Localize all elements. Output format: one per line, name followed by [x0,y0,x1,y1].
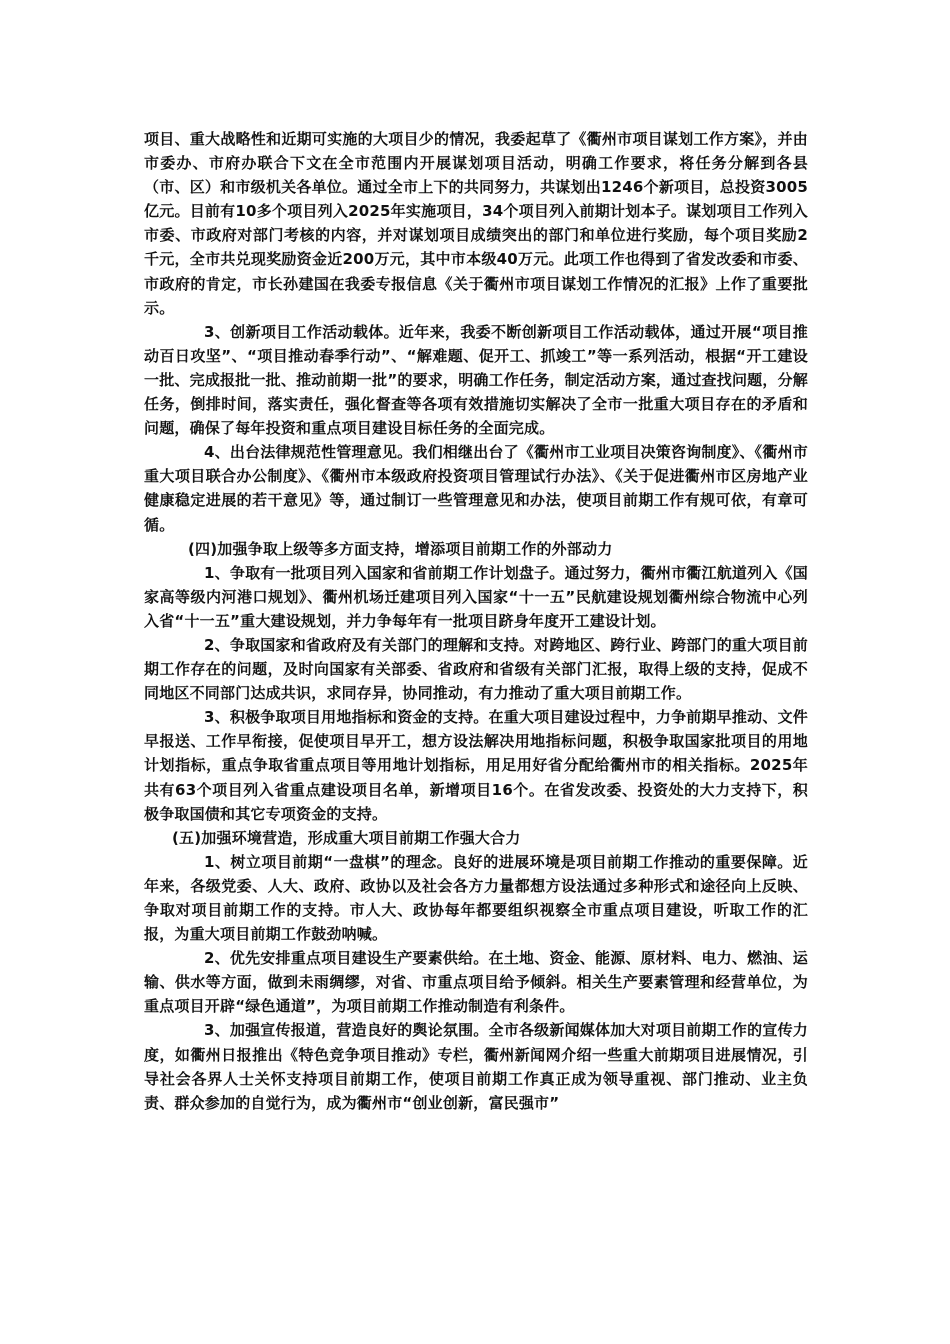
paragraph-innovate-activities: 3、创新项目工作活动载体。近年来，我委不断创新项目工作活动载体，通过开展“项目推动百日攻坚”、“项目推动春季行动”、“解难题、促开工、抓竣工”等一系列活动，根据“开工建设一批、完成报批一批、推动前期一批”的要求，明确工作任务，制定活动方案，通过查找问题，分解任务，倒排时间，落实责任，强化督查等各项有效措施切实解决了全市一批重大项目存在的矛盾和问题，确保了每年投资和重点项目建设目标任务的全面完成。 [144,322,808,438]
section-heading-4: (四)加强争取上级等多方面支持，增添项目前期工作的外部动力 [188,539,613,558]
paragraph-regulations: 4、出台法律规范性管理意见。我们相继出台了《衢州市工业项目决策咨询制度》、《衢州市重大项目联合办公制度》、《衢州市本级政府投资项目管理试行办法》、《关于促进衢州市区房地产业健康稳定进展的若干意见》等，通过制订一些管理意见和办法，使项目前期工作有规可依，有章可循。 [144,443,808,534]
paragraph-land-and-funds: 3、积极争取项目用地指标和资金的支持。在重大项目建设过程中，力争前期早推动、文件早报送、工作早衔接，促使项目早开工，想方设法解决用地指标问题，积极争取国家批项目的用地计划指标，重点争取省重点项目等用地计划指标，用足用好省分配给衢州市的相关指标。2025年共有63个项目列入省重点建设项目名单，新增项目16个。在省发改委、投资处的大力支持下，积极争取国债和其它专项资金的支持。 [144,708,808,823]
paragraph-production-factors: 2、优先安排重点项目建设生产要素供给。在土地、资金、能源、原材料、电力、燃油、运输、供水等方面，做到未雨绸缪，对省、市重点项目给予倾斜。相关生产要素管理和经营单位，为重点项目开辟“绿色通道”，为项目前期工作推动制造有利条件。 [144,949,808,1016]
paragraph-government-support: 2、争取国家和省政府及有关部门的理解和支持。对跨地区、跨行业、跨部门的重大项目前期工作存在的问题，及时向国家有关部委、省政府和省级有关部门汇报，取得上级的支持，促成不同地区不同部门达成共识，求同存异，协同推动，有力推动了重大项目前期工作。 [144,635,808,703]
paragraph-national-plans: 1、争取有一批项目列入国家和省前期工作计划盘子。通过努力，衢州市衢江航道列入《国家高等级内河港口规划》、衢州机场迁建项目列入国家“十一五”民航建设规划衢州综合物流中心列入省“十一五”重大建设规划，并力争每年有一批项目跻身年度开工建设计划。 [144,563,808,630]
section-heading-5: (五)加强环境营造，形成重大项目前期工作强大合力 [172,828,521,847]
paragraph-one-game: 1、树立项目前期“一盘棋”的理念。良好的进展环境是项目前期工作推动的重要保障。近年来，各级党委、人大、政府、政协以及社会各方力量都想方设法通过多种形式和途径向上反映、争取对项目前期工作的支持。市人大、政协每年都要组织视察全市重点项目建设，听取工作的汇报，为重大项目前期工作鼓劲呐喊。 [144,852,808,944]
paragraph-publicity: 3、加强宣传报道，营造良好的舆论氛围。全市各级新闻媒体加大对项目前期工作的宣传力度，如衢州日报推出《特色竞争项目推动》专栏，衢州新闻网介绍一些重大前期项目进展情况，引导社会各界人士关怀支持项目前期工作，使项目前期工作真正成为领导重视、部门推动、业主负责、群众参加的自觉行为，成为衢州市“创业创新，富民强市” [144,1021,808,1112]
paragraph-project-planning: 项目、重大战略性和近期可实施的大项目少的情况，我委起草了《衢州市项目谋划工作方案》，并由市委办、市府办联合下文在全市范围内开展谋划项目活动，明确工作要求，将任务分解到各县（市、区）和市级机关各单位。通过全市上下的共同努力，共谋划出1246个新项目，总投资3005亿元。目前有10多个项目列入2025年实施项目，34个项目列入前期计划本子。谋划项目工作列入市委、市政府对部门考核的内容，并对谋划项目成绩突出的部门和单位进行奖励，每个项目奖励2千元，全市共兑现奖励资金近200万元，其中市本级40万元。此项工作也得到了省发改委和市委、市政府的肯定，市长孙建国在我委专报信息《关于衢州市项目谋划工作情况的汇报》上作了重要批示。 [144,130,808,317]
document-body [144,127,808,1115]
